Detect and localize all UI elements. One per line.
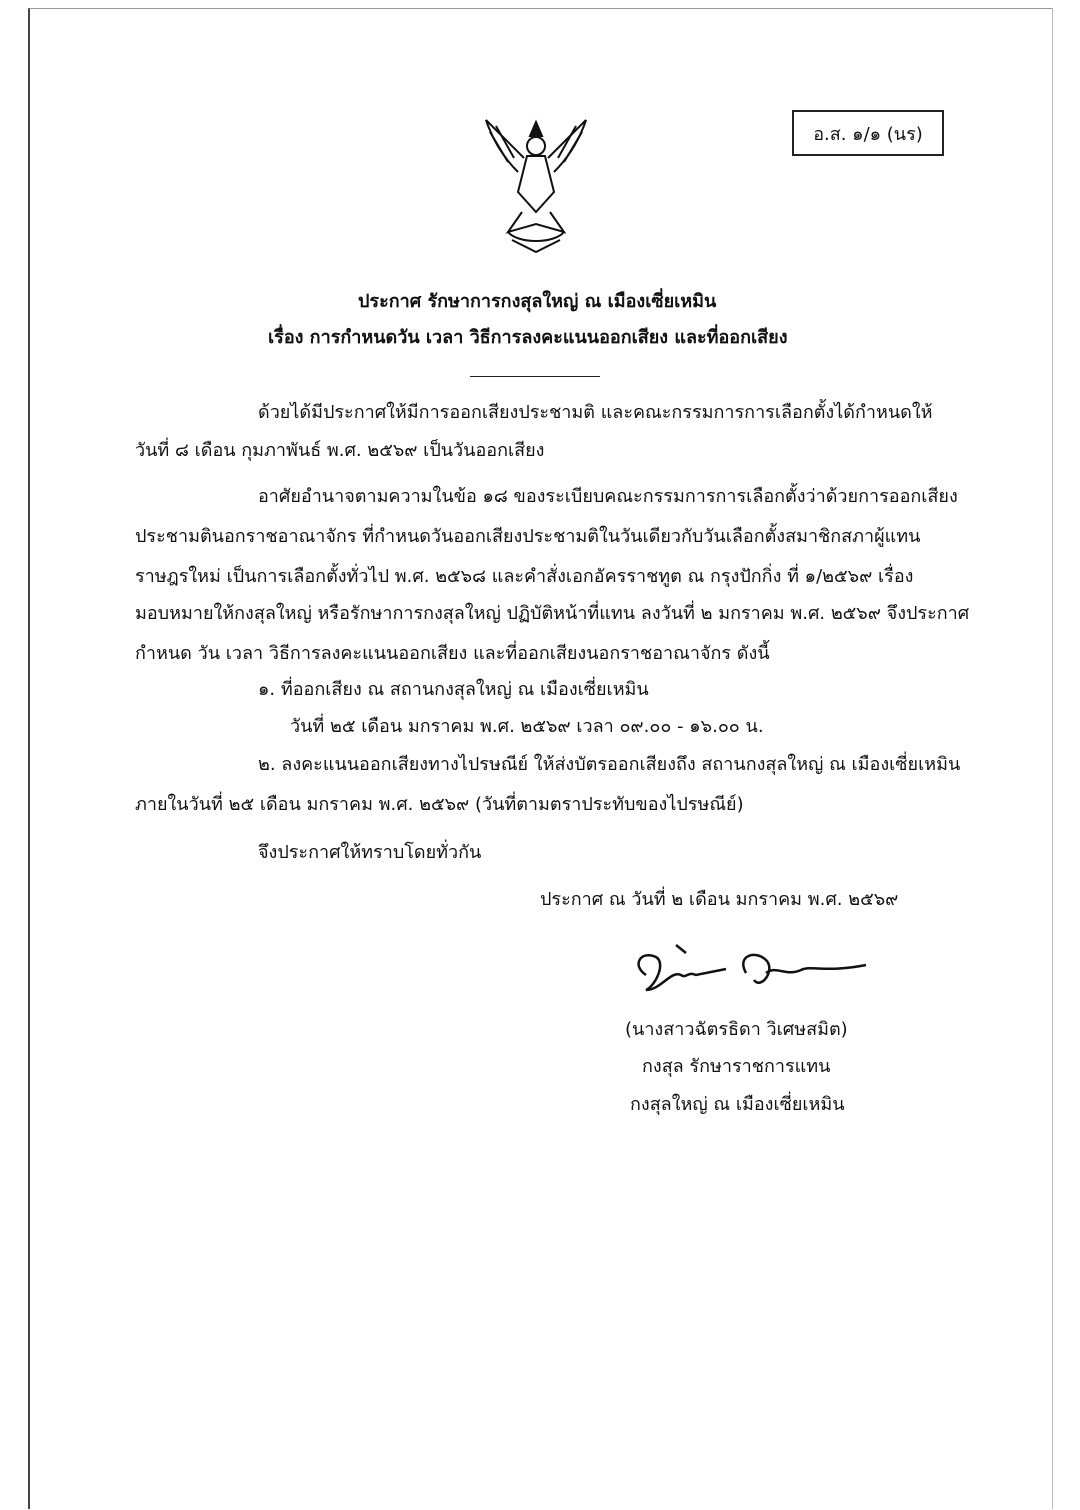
title-line-1: ประกาศ รักษาการกงสุลใหญ่ ณ เมืองเซี่ยเหมิน xyxy=(358,291,717,312)
title-line-2: เรื่อง การกำหนดวัน เวลา วิธีการลงคะแนนออกเสียง และที่ออกเสียง xyxy=(268,327,788,348)
closing-text: จึงประกาศให้ทราบโดยทั่วกัน xyxy=(258,842,482,863)
item1-line: วันที่ ๒๕ เดือน มกราคม พ.ศ. ๒๕๖๙ เวลา ๐๙.๐๐ - ๑๖.๐๐ น. xyxy=(290,716,764,737)
signer-office: กงสุลใหญ่ ณ เมืองเซี่ยเหมิน xyxy=(630,1094,845,1115)
document-code-box: อ.ส. ๑/๑ (นร) xyxy=(792,110,944,156)
item1-line: ๑. ที่ออกเสียง ณ สถานกงสุลใหญ่ ณ เมืองเซี่ยเหมิน xyxy=(258,679,649,700)
para2-line: ราษฎรใหม่ เป็นการเลือกตั้งทั่วไป พ.ศ. ๒๕๖๘ และคำสั่งเอกอัครราชทูต ณ กรุงปักกิ่ง ที่ ๑/๒๕๖๙ เรื่อง xyxy=(135,566,914,587)
garuda-emblem-icon xyxy=(478,112,594,258)
signature-icon xyxy=(626,935,876,1005)
title-separator xyxy=(470,376,600,377)
announcement-date: ประกาศ ณ วันที่ ๒ เดือน มกราคม พ.ศ. ๒๕๖๙ xyxy=(540,889,899,910)
para1-line: วันที่ ๘ เดือน กุมภาพันธ์ พ.ศ. ๒๕๖๙ เป็นวันออกเสียง xyxy=(135,440,545,461)
item2-line: ๒. ลงคะแนนออกเสียงทางไปรษณีย์ ให้ส่งบัตรออกเสียงถึง สถานกงสุลใหญ่ ณ เมืองเซี่ยเหมิน xyxy=(258,754,961,775)
para2-line: มอบหมายให้กงสุลใหญ่ หรือรักษาการกงสุลใหญ่ ปฏิบัติหน้าที่แทน ลงวันที่ ๒ มกราคม พ.ศ. ๒๕๖๙ จึงประกาศ xyxy=(135,603,970,624)
para2-line: ประชามตินอกราชอาณาจักร ที่กำหนดวันออกเสียงประชามติในวันเดียวกับวันเลือกตั้งสมาชิกสภาผู้แทน xyxy=(135,526,921,547)
item2-line: ภายในวันที่ ๒๕ เดือน มกราคม พ.ศ. ๒๕๖๙ (วันที่ตามตราประทับของไปรษณีย์) xyxy=(135,794,744,815)
signer-name: (นางสาวฉัตรธิดา วิเศษสมิต) xyxy=(625,1019,848,1040)
para2-line: อาศัยอำนาจตามความในข้อ ๑๘ ของระเบียบคณะกรรมการการเลือกตั้งว่าด้วยการออกเสียง xyxy=(258,486,958,507)
para2-line: กำหนด วัน เวลา วิธีการลงคะแนนออกเสียง และที่ออกเสียงนอกราชอาณาจักร ดังนี้ xyxy=(135,643,770,664)
signer-title: กงสุล รักษาราชการแทน xyxy=(642,1056,831,1077)
para1-line: ด้วยได้มีประกาศให้มีการออกเสียงประชามติ และคณะกรรมการการเลือกตั้งได้กำหนดให้ xyxy=(258,402,933,423)
